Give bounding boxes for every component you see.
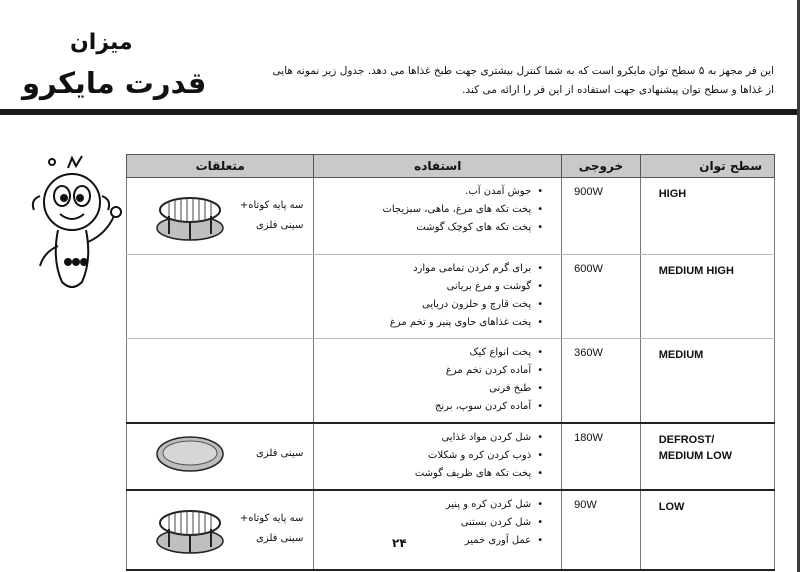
usage-list: [314, 491, 561, 556]
table-row: [127, 178, 775, 255]
power-level: MEDIUM HIGH: [658, 265, 734, 277]
accessory-line: سینی فلزی: [255, 220, 304, 231]
rack-with-tray-icon: [155, 501, 225, 559]
usage-list: [314, 424, 561, 489]
usage-item: • گوشت و مرغ بریانی: [314, 278, 543, 296]
power-level: MEDIUM: [658, 349, 704, 361]
chef-mascot-icon: [10, 150, 130, 310]
accessory-line: سه پایه کوتاه+: [239, 200, 304, 211]
power-output: 900W: [574, 186, 603, 198]
accessory-label: [233, 509, 303, 549]
header-usage: استفاده: [314, 155, 562, 178]
usage-item: • شل کردن کره و پنیر: [314, 496, 543, 514]
usage-list: [314, 178, 561, 243]
power-level: HIGH: [658, 188, 687, 200]
power-output: 90W: [574, 499, 597, 511]
accessory-line: سه پایه کوتاه+: [239, 513, 304, 524]
usage-item: • عمل آوری خمیر: [314, 532, 543, 550]
header-output: خروجی: [562, 155, 641, 178]
header-level: سطح توان: [640, 155, 774, 178]
accessory-label: [233, 196, 303, 236]
power-output: 600W: [574, 263, 603, 275]
metal-tray-icon: [155, 432, 225, 476]
power-level: [641, 424, 774, 464]
usage-item: • پخت تکه های ظریف گوشت: [314, 465, 543, 483]
usage-item: • پخت غذاهای حاوی پنیر و تخم مرغ: [314, 314, 543, 332]
usage-item: • برای گرم کردن تمامی موارد: [314, 260, 543, 278]
header-divider: [0, 109, 797, 115]
usage-item: • پخت تکه های مرغ، ماهی، سبزیجات: [314, 201, 543, 219]
table-row: [127, 255, 775, 339]
page-title-line1: میزان: [70, 30, 133, 55]
usage-item: • طبخ فرنی: [314, 380, 543, 398]
usage-item: • آماده کردن تخم مرغ: [314, 362, 543, 380]
page-title-line2: قدرت مایکرو: [22, 66, 207, 100]
usage-item: • پخت تکه های کوچک گوشت: [314, 219, 543, 237]
power-level-line: DEFROST/: [658, 434, 715, 446]
usage-item: • پخت قارچ و حلزون دریایی: [314, 296, 543, 314]
usage-item: • شل کردن مواد غذایی: [314, 429, 543, 447]
usage-item: • جوش آمدن آب.: [314, 183, 543, 201]
power-level-table: [126, 154, 775, 571]
usage-list: [314, 339, 561, 422]
page-number: ۲۴: [392, 536, 407, 550]
accessory-label: [233, 444, 303, 464]
intro-paragraph: این فر مجهز به ۵ سطح توان مایکرو است که به شما کنترل بیشتری جهت طبخ غذاها می دهد. جدول زیر نمونه هایی از غذاها و سطح توان پیشنهادی جهت استفاده از این فر را ارائه می کند.: [272, 65, 774, 96]
usage-item: • پخت انواع کیک: [314, 344, 543, 362]
usage-list: [314, 255, 561, 338]
usage-item: • آماده کردن سوپ، برنج: [314, 398, 543, 416]
table-row: [127, 423, 775, 490]
accessory-line: سینی فلزی: [255, 533, 304, 544]
rack-with-tray-icon: [155, 188, 225, 246]
usage-item: • شل کردن بستنی: [314, 514, 543, 532]
accessory-line: سینی فلزی: [255, 448, 304, 459]
power-level: LOW: [658, 501, 685, 513]
table-row: [127, 490, 775, 570]
power-output: 180W: [574, 432, 603, 444]
usage-item: • ذوب کردن کره و شکلات: [314, 447, 543, 465]
power-level-line: MEDIUM LOW: [658, 450, 733, 462]
header-accessories: متعلقات: [127, 155, 314, 178]
power-output: 360W: [574, 347, 603, 359]
table-row: [127, 339, 775, 424]
